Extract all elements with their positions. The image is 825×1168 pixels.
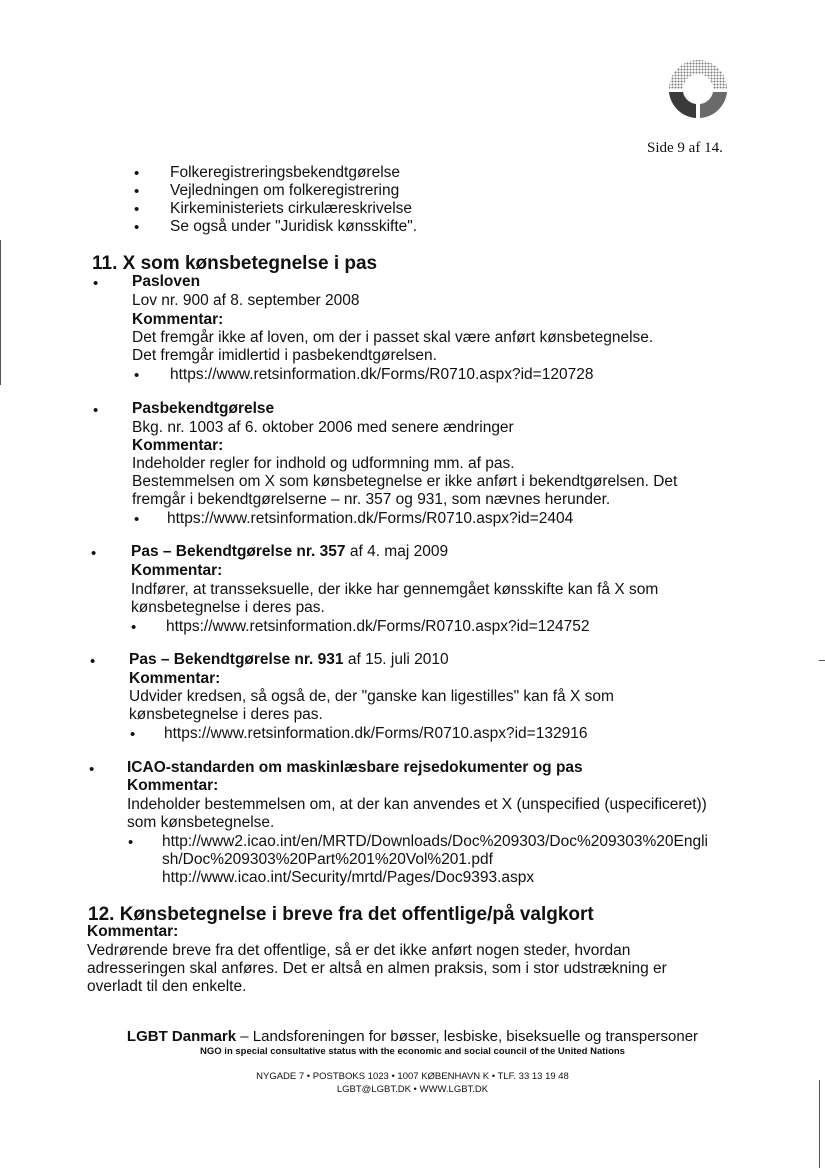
footer-contact: LGBT@LGBT.DK • WWW.LGBT.DK [336,1084,489,1095]
comment-label: Kommentar: [131,562,223,579]
bek931-heading [129,651,449,669]
bek357-link[interactable]: https://www.retsinformation.dk/Forms/R0710.aspx?id=124752 [166,618,590,635]
pasbek-text: fremgår i bekendtgørelserne – nr. 357 og 931, som nævnes herunder. [132,491,611,508]
pasbek-text: Bestemmelsen om X som kønsbetegnelse er ikke anført i bekendtgørelsen. Det [132,473,678,490]
pasloven-link[interactable]: https://www.retsinformation.dk/Forms/R0710.aspx?id=120728 [170,366,594,383]
section-12-heading: 12. Kønsbetegnelse i breve fra det offentlige/på valgkort [88,904,594,925]
pasloven-title: Pasloven [132,273,201,290]
footer-ngo: NGO in special consultative status with the economic and social council of the United Nations [200,1046,625,1057]
pasloven-text: Det fremgår ikke af loven, om der i passet skal være anført kønsbetegnelse. [132,329,654,346]
bek931-text: Udvider kredsen, så også de, der "ganske kan ligestilles" kan få X som [129,688,614,705]
icao-link-2[interactable]: http://www.icao.int/Security/mrtd/Pages/Doc9393.aspx [162,869,535,886]
lgbt-logo-icon [665,56,731,122]
bullet: • [134,367,140,384]
bullet: • [134,219,140,236]
bek357-text: kønsbetegnelse i deres pas. [131,599,325,616]
icao-link-1-cont[interactable]: sh/Doc%209303%20Part%201%20Vol%201.pdf [162,851,493,868]
bullet: • [134,201,140,218]
comment-label: Kommentar: [132,311,224,328]
bek357-date: af 4. maj 2009 [345,543,449,560]
bullet: • [134,511,140,528]
bullet: • [130,726,136,743]
section-12-text: overladt til den enkelte. [87,978,247,995]
icao-title: ICAO-standarden om maskinlæsbare rejsedokumenter og pas [127,759,583,776]
bek357-title: Pas – Bekendtgørelse nr. 357 [131,543,346,560]
footer-address-block [0,1070,825,1096]
bullet: • [134,165,140,182]
bullet: • [90,653,96,670]
icao-text: Indeholder bestemmelsen om, at der kan anvendes et X (unspecified (uspecificeret)) [127,796,707,813]
bullet: • [93,402,99,419]
page-number: Side 9 af 14. [647,140,723,156]
comment-label: Kommentar: [87,923,179,940]
footer-org-name: LGBT Danmark [126,1028,237,1045]
list-item: Vejledningen om folkeregistrering [170,182,400,199]
bullet: • [93,275,99,292]
pasbek-ref: Bkg. nr. 1003 af 6. oktober 2006 med senere ændringer [132,419,514,436]
pasbek-title: Pasbekendtgørelse [132,400,275,417]
pasbek-text: Indeholder regler for indhold og udformning mm. af pas. [132,455,515,472]
footer-address: NYGADE 7 • POSTBOKS 1023 • 1007 KØBENHAVN K • TLF. 33 13 19 48 [256,1071,569,1082]
section-12-text: adresseringen skal anføres. Det er altså en almen praksis, som i stor udstrækning er [87,960,667,977]
icao-link-1[interactable]: http://www2.icao.int/en/MRTD/Downloads/Doc%209303/Doc%209303%20Engli [162,833,708,850]
bek931-title: Pas – Bekendtgørelse nr. 931 [129,651,344,668]
comment-label: Kommentar: [132,437,224,454]
scan-edge-left [0,240,1,385]
bek357-text: Indfører, at transseksuelle, der ikke har gennemgået kønsskifte kan få X som [131,581,659,598]
bullet: • [128,834,134,851]
comment-label: Kommentar: [129,670,221,687]
list-item: Se også under "Juridisk kønsskifte". [170,218,418,235]
section-11-heading: 11. X som kønsbetegnelse i pas [92,253,378,274]
bek931-date: af 15. juli 2010 [343,651,449,668]
pasloven-text: Det fremgår imidlertid i pasbekendtgørelsen. [132,347,437,364]
bek931-link[interactable]: https://www.retsinformation.dk/Forms/R0710.aspx?id=132916 [164,725,588,742]
bullet: • [131,619,137,636]
list-item: Kirkeministeriets cirkulæreskrivelse [170,200,413,217]
footer-org-desc: – Landsforeningen for bøsser, lesbiske, biseksuelle og transpersoner [236,1028,699,1045]
bullet: • [91,545,97,562]
pasloven-ref: Lov nr. 900 af 8. september 2008 [132,292,360,309]
scan-edge-mark [819,660,825,661]
bullet: • [134,183,140,200]
comment-label: Kommentar: [127,777,219,794]
list-item: Folkeregistreringsbekendtgørelse [170,164,401,181]
bek357-heading [131,543,448,561]
pasbek-link[interactable]: https://www.retsinformation.dk/Forms/R0710.aspx?id=2404 [167,510,574,527]
section-12-text: Vedrørende breve fra det offentlige, så er det ikke anført nogen steder, hvordan [87,942,631,959]
bullet: • [89,761,95,778]
footer-org [0,1028,825,1045]
bek931-text: kønsbetegnelse i deres pas. [129,706,323,723]
icao-text: som kønsbetegnelse. [127,814,275,831]
scan-edge-right [819,1080,820,1168]
